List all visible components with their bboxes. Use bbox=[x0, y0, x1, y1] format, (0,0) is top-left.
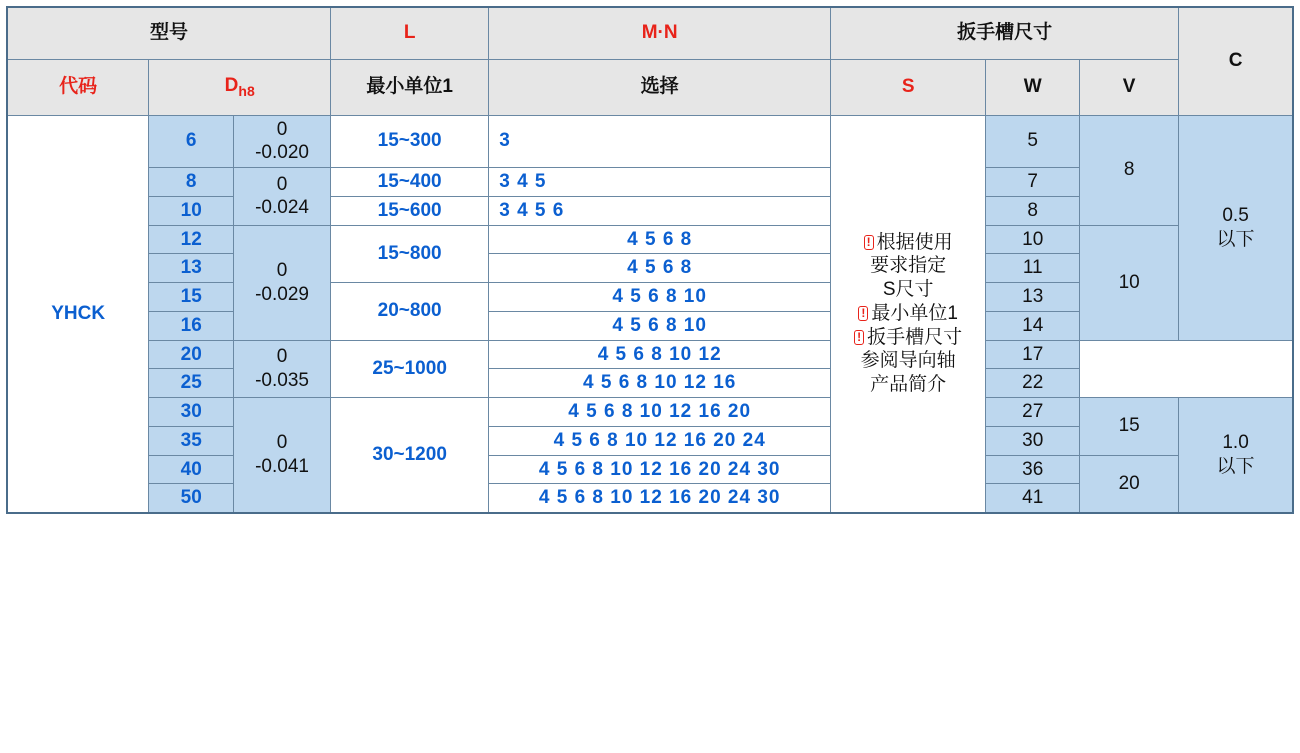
cell-w: 14 bbox=[986, 311, 1080, 340]
note-line-1: ! 根据使用 bbox=[835, 231, 981, 255]
cell-l: 15~400 bbox=[331, 168, 489, 197]
header-code: 代码 bbox=[7, 59, 149, 115]
header-row-1 bbox=[7, 7, 1293, 59]
cell-mn: 4 5 6 8 10 bbox=[489, 311, 831, 340]
table-row bbox=[7, 369, 1293, 398]
cell-d: 8 bbox=[149, 168, 234, 197]
cell-v: 10 bbox=[1080, 225, 1179, 340]
tolerance-lower: -0.035 bbox=[255, 369, 309, 391]
cell-tolerance bbox=[234, 168, 331, 226]
cell-w: 8 bbox=[986, 196, 1080, 225]
cell-mn: 4 5 6 8 10 12 16 bbox=[489, 369, 831, 398]
cell-mn: 4 5 6 8 10 12 16 20 24 30 bbox=[489, 484, 831, 513]
tolerance-lower: -0.020 bbox=[255, 142, 309, 164]
cell-v: 15 bbox=[1080, 398, 1179, 456]
cell-v: 20 bbox=[1080, 455, 1179, 513]
c-suffix: 以下 bbox=[1216, 228, 1255, 250]
cell-d: 12 bbox=[149, 225, 234, 254]
cell-v: 8 bbox=[1080, 115, 1179, 225]
cell-mn: 4 5 6 8 10 12 16 20 24 bbox=[489, 426, 831, 455]
cell-d: 40 bbox=[149, 455, 234, 484]
note-line-2: 要求指定 bbox=[870, 255, 947, 277]
tolerance-lower: -0.024 bbox=[255, 197, 309, 219]
cell-w: 11 bbox=[986, 254, 1080, 283]
table-row bbox=[7, 225, 1293, 254]
header-l: L bbox=[331, 7, 489, 59]
cell-l: 25~1000 bbox=[331, 340, 489, 398]
cell-w: 27 bbox=[986, 398, 1080, 427]
cell-mn: 4 5 6 8 10 12 16 20 24 30 bbox=[489, 455, 831, 484]
header-model: 型号 bbox=[7, 7, 331, 59]
cell-w: 30 bbox=[986, 426, 1080, 455]
cell-l: 20~800 bbox=[331, 283, 489, 341]
cell-d: 25 bbox=[149, 369, 234, 398]
note-line-7: 产品简介 bbox=[870, 374, 947, 396]
table-row bbox=[7, 115, 1293, 168]
tolerance-lower: -0.041 bbox=[255, 456, 309, 477]
cell-mn: 4 5 6 8 10 12 16 20 bbox=[489, 398, 831, 427]
note-line-4: ! 最小单位1 bbox=[835, 302, 981, 326]
header-row-2 bbox=[7, 59, 1293, 115]
tolerance-upper: 0 bbox=[276, 259, 288, 281]
cell-d: 10 bbox=[149, 196, 234, 225]
cell-w: 22 bbox=[986, 369, 1080, 398]
header-w: W bbox=[986, 59, 1080, 115]
header-s: S bbox=[831, 59, 986, 115]
cell-d: 35 bbox=[149, 426, 234, 455]
cell-d: 20 bbox=[149, 340, 234, 369]
cell-d: 13 bbox=[149, 254, 234, 283]
cell-l: 15~800 bbox=[331, 225, 489, 283]
c-suffix: 以下 bbox=[1216, 456, 1255, 477]
cell-d: 15 bbox=[149, 283, 234, 312]
header-l-sub: 最小单位1 bbox=[331, 59, 489, 115]
cell-w: 36 bbox=[986, 455, 1080, 484]
cell-d: 16 bbox=[149, 311, 234, 340]
cell-w: 17 bbox=[986, 340, 1080, 369]
tolerance-upper: 0 bbox=[276, 118, 288, 140]
header-dh8-sub: h8 bbox=[238, 82, 255, 99]
cell-tolerance bbox=[234, 398, 331, 514]
cell-mn: 3 bbox=[489, 115, 831, 168]
cell-s-notes bbox=[831, 115, 986, 513]
note-line-6: 参阅导向轴 bbox=[860, 350, 956, 372]
tolerance-lower: -0.029 bbox=[255, 283, 309, 305]
cell-d: 50 bbox=[149, 484, 234, 513]
specification-table bbox=[6, 6, 1294, 514]
note-line-5: ! 扳手槽尺寸 bbox=[835, 326, 981, 350]
cell-w: 10 bbox=[986, 225, 1080, 254]
table-row bbox=[7, 398, 1293, 427]
header-wrench-group: 扳手槽尺寸 bbox=[831, 7, 1179, 59]
header-c: C bbox=[1179, 7, 1293, 115]
cell-mn: 4 5 6 8 10 bbox=[489, 283, 831, 312]
note-line-3: S尺寸 bbox=[882, 279, 934, 301]
cell-tolerance bbox=[234, 115, 331, 168]
c-value: 0.5 bbox=[1222, 204, 1249, 226]
header-dh8 bbox=[149, 59, 331, 115]
tolerance-upper: 0 bbox=[276, 173, 288, 195]
cell-code-yhck: YHCK bbox=[7, 115, 149, 513]
table-row bbox=[7, 340, 1293, 369]
header-mn-sub: 选择 bbox=[489, 59, 831, 115]
cell-w: 13 bbox=[986, 283, 1080, 312]
header-dh8-main: D bbox=[224, 74, 239, 96]
cell-mn: 3 4 5 bbox=[489, 168, 831, 197]
cell-mn: 3 4 5 6 bbox=[489, 196, 831, 225]
c-value: 1.0 bbox=[1222, 432, 1249, 454]
cell-l: 15~600 bbox=[331, 196, 489, 225]
cell-w: 7 bbox=[986, 168, 1080, 197]
tolerance-upper: 0 bbox=[276, 346, 288, 367]
cell-c bbox=[1179, 115, 1293, 340]
note-mark-icon: ! bbox=[858, 306, 868, 321]
cell-mn: 4 5 6 8 bbox=[489, 254, 831, 283]
cell-l: 30~1200 bbox=[331, 398, 489, 514]
header-mn: M·N bbox=[489, 7, 831, 59]
cell-w: 41 bbox=[986, 484, 1080, 513]
tolerance-upper: 0 bbox=[276, 432, 288, 454]
cell-l: 15~300 bbox=[331, 115, 489, 168]
cell-mn: 4 5 6 8 bbox=[489, 225, 831, 254]
cell-w: 5 bbox=[986, 115, 1080, 168]
note-mark-icon: ! bbox=[864, 235, 874, 250]
cell-c bbox=[1179, 398, 1293, 514]
cell-mn: 4 5 6 8 10 12 bbox=[489, 340, 831, 369]
header-v: V bbox=[1080, 59, 1179, 115]
note-mark-icon: ! bbox=[854, 330, 864, 345]
cell-tolerance bbox=[234, 225, 331, 340]
cell-tolerance bbox=[234, 340, 331, 398]
cell-d: 30 bbox=[149, 398, 234, 427]
table-row bbox=[7, 455, 1293, 484]
cell-d: 6 bbox=[149, 115, 234, 168]
